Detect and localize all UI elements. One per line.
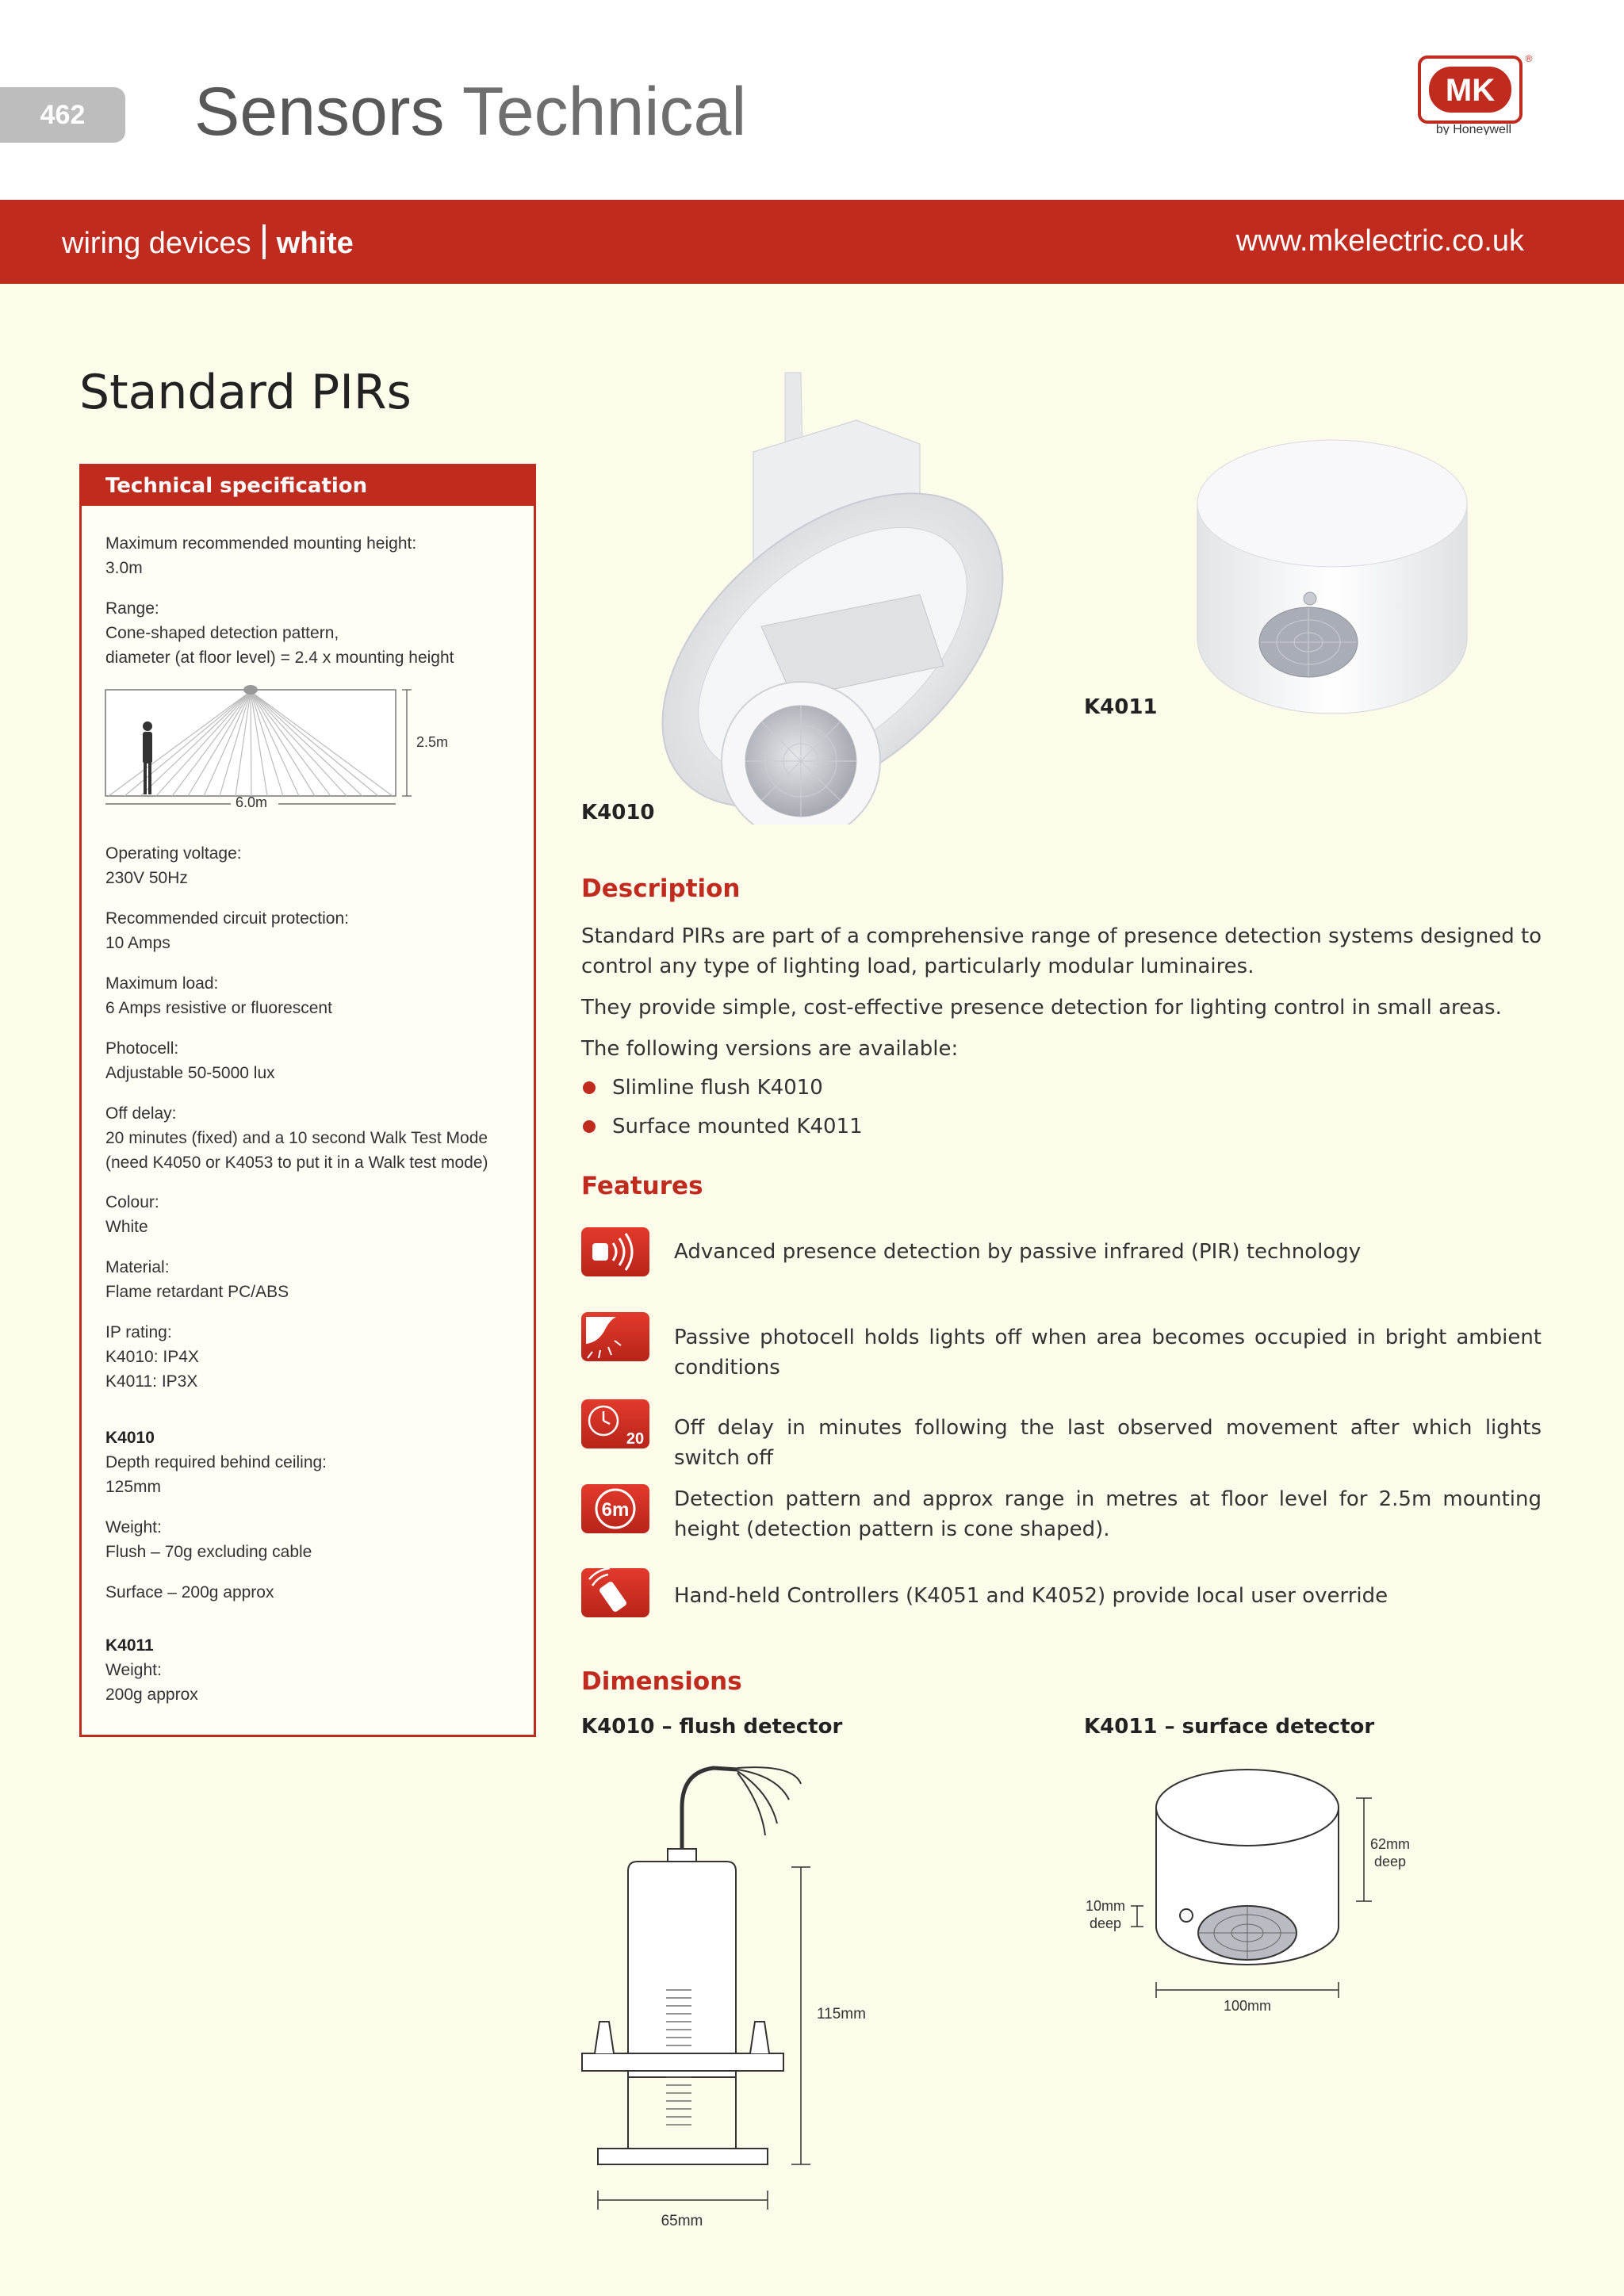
spec-photocell-label: Photocell: [105, 1039, 179, 1058]
spec-voltage-label: Operating voltage: [105, 844, 242, 863]
spec-material [105, 1255, 289, 1304]
spec-colour-value: White [105, 1218, 148, 1236]
website-link[interactable]: www.mkelectric.co.uk [1235, 224, 1524, 258]
spec-load [105, 971, 332, 1020]
spec-load-label: Maximum load: [105, 974, 219, 993]
dimensions-heading: Dimensions [581, 1667, 742, 1696]
logo-subtext: by Honeywell [1435, 123, 1511, 135]
page-title-main: Sensors [194, 74, 445, 150]
spec-k4010-title: K4010 [105, 1429, 155, 1447]
spec-circuit-label: Recommended circuit protection: [105, 909, 349, 928]
spec-weight-flush: Flush – 70g excluding cable [105, 1543, 312, 1561]
technical-spec-box [79, 464, 536, 1737]
flush-width-label: 65mm [661, 2213, 703, 2229]
spec-load-value: 6 Amps resistive or fluorescent [105, 999, 332, 1017]
spec-k4010 [105, 1425, 327, 1499]
page-number-tab: 462 [0, 87, 125, 143]
k4011-label: K4011 [1084, 695, 1158, 719]
spec-delay-line1: 20 minutes (fixed) and a 10 second Walk Test Mode [105, 1129, 488, 1147]
off-delay-icon [581, 1399, 649, 1448]
spec-range-line2: diameter (at floor level) = 2.4 x mounting height [105, 649, 454, 667]
description-bullet1: Slimline flush K4010 [612, 1076, 823, 1100]
flush-height-label: 115mm [817, 2006, 866, 2022]
feature-text-3: Off delay in minutes following the last observed movement after which lights switch off [674, 1416, 1542, 1470]
surface-depth-label-1: 62mm [1369, 1836, 1411, 1852]
spec-circuit-value: 10 Amps [105, 934, 170, 952]
spec-colour-label: Colour: [105, 1193, 159, 1211]
description-bullet2: Surface mounted K4011 [612, 1115, 863, 1138]
spec-photocell [105, 1036, 275, 1085]
spec-k4011 [105, 1633, 198, 1707]
spec-k4011-weight-label: Weight: [105, 1661, 162, 1679]
spec-mount [105, 531, 416, 580]
spec-depth-label: Depth required behind ceiling: [105, 1453, 327, 1471]
feature-text-1: Advanced presence detection by passive infrared (PIR) technology [674, 1240, 1362, 1264]
k4011-product-image [1182, 432, 1483, 725]
spec-range-label: Range: [105, 599, 159, 618]
off-delay-number: 20 [626, 1430, 645, 1448]
surface-lens-label-2: deep [1089, 1915, 1122, 1931]
spec-ip-rating [105, 1320, 199, 1394]
spec-box-title: Technical specification [82, 466, 534, 506]
pir-icon [581, 1227, 649, 1276]
spec-delay-label: Off delay: [105, 1104, 177, 1123]
description-heading: Description [581, 874, 741, 903]
spec-photocell-value: Adjustable 50-5000 lux [105, 1064, 275, 1082]
spec-voltage-value: 230V 50Hz [105, 869, 188, 887]
spec-range-line1: Cone-shaped detection pattern, [105, 624, 339, 642]
spec-mount-label: Maximum recommended mounting height: [105, 534, 417, 553]
features-heading: Features [581, 1172, 703, 1200]
surface-lens-label-1: 10mm [1085, 1898, 1126, 1914]
spec-weight-surface: Surface – 200g approx [105, 1583, 274, 1601]
description-para2: They provide simple, cost-effective presence detection for lighting control in small areas. [581, 996, 1502, 1020]
description-para3: The following versions are available: [581, 1037, 959, 1061]
spec-k4011-title: K4011 [105, 1636, 154, 1655]
diagram-height-label: 2.5m [416, 734, 449, 750]
feature-text-4: Detection pattern and approx range in metres at floor level for 2.5m mounting height (detection pattern is cone shaped). [674, 1487, 1542, 1541]
spec-depth-value: 125mm [105, 1478, 162, 1496]
spec-voltage [105, 841, 242, 890]
detection-pattern-diagram [104, 680, 469, 807]
spec-circuit [105, 906, 349, 955]
k4010-product-image [634, 365, 1047, 825]
flush-detector-title: K4010 – flush detector [581, 1715, 843, 1739]
mk-logo [1416, 52, 1535, 135]
feature-text-5: Hand-held Controllers (K4051 and K4052) provide local user override [674, 1584, 1388, 1608]
spec-colour [105, 1190, 159, 1239]
category-divider [262, 224, 266, 259]
spec-weight [105, 1515, 312, 1564]
spec-ip-k4010: K4010: IP4X [105, 1348, 199, 1366]
spec-k4011-weight-value: 200g approx [105, 1686, 198, 1704]
surface-detector-title: K4011 – surface detector [1084, 1715, 1375, 1739]
spec-off-delay [105, 1101, 488, 1175]
k4010-label: K4010 [581, 801, 655, 825]
spec-ip-label: IP rating: [105, 1323, 172, 1341]
spec-material-label: Material: [105, 1258, 170, 1276]
description-para1: Standard PIRs are part of a comprehensive range of presence detection systems designed to control any type of lighting load, particularly modular luminaires. [581, 924, 1542, 978]
bullet-icon [583, 1120, 596, 1133]
detection-range-icon [581, 1484, 649, 1533]
page-title [194, 73, 746, 151]
category-label [62, 224, 354, 261]
section-heading: Standard PIRs [79, 365, 412, 420]
logo-text: MK [1445, 73, 1496, 108]
feature-text-2: Passive photocell holds lights off when area becomes occupied in bright ambient conditions [674, 1326, 1542, 1380]
spec-range [105, 596, 454, 670]
k4010-dimension-drawing [571, 1760, 872, 2236]
diagram-width-label: 6.0m [235, 794, 268, 807]
surface-width-label: 100mm [1223, 1998, 1272, 2014]
spec-delay-line2: (need K4050 or K4053 to put it in a Walk test mode) [105, 1154, 488, 1172]
logo-registered: ® [1525, 53, 1533, 64]
category-bold: white [276, 227, 354, 260]
spec-material-value: Flame retardant PC/ABS [105, 1283, 289, 1301]
spec-weight-label: Weight: [105, 1518, 162, 1536]
k4011-dimension-drawing [1078, 1760, 1435, 2022]
spec-ip-k4011: K4011: IP3X [105, 1372, 198, 1391]
k4010-lens-icon [745, 706, 856, 817]
remote-control-icon [581, 1568, 649, 1617]
surface-depth-label-2: deep [1373, 1854, 1407, 1869]
spec-mount-value: 3.0m [105, 559, 143, 577]
detection-range-text: 6m [601, 1499, 630, 1521]
category-light: wiring devices [62, 227, 251, 260]
photocell-icon [581, 1312, 649, 1361]
page-title-sub: Technical [462, 74, 747, 150]
bullet-icon [583, 1081, 596, 1094]
